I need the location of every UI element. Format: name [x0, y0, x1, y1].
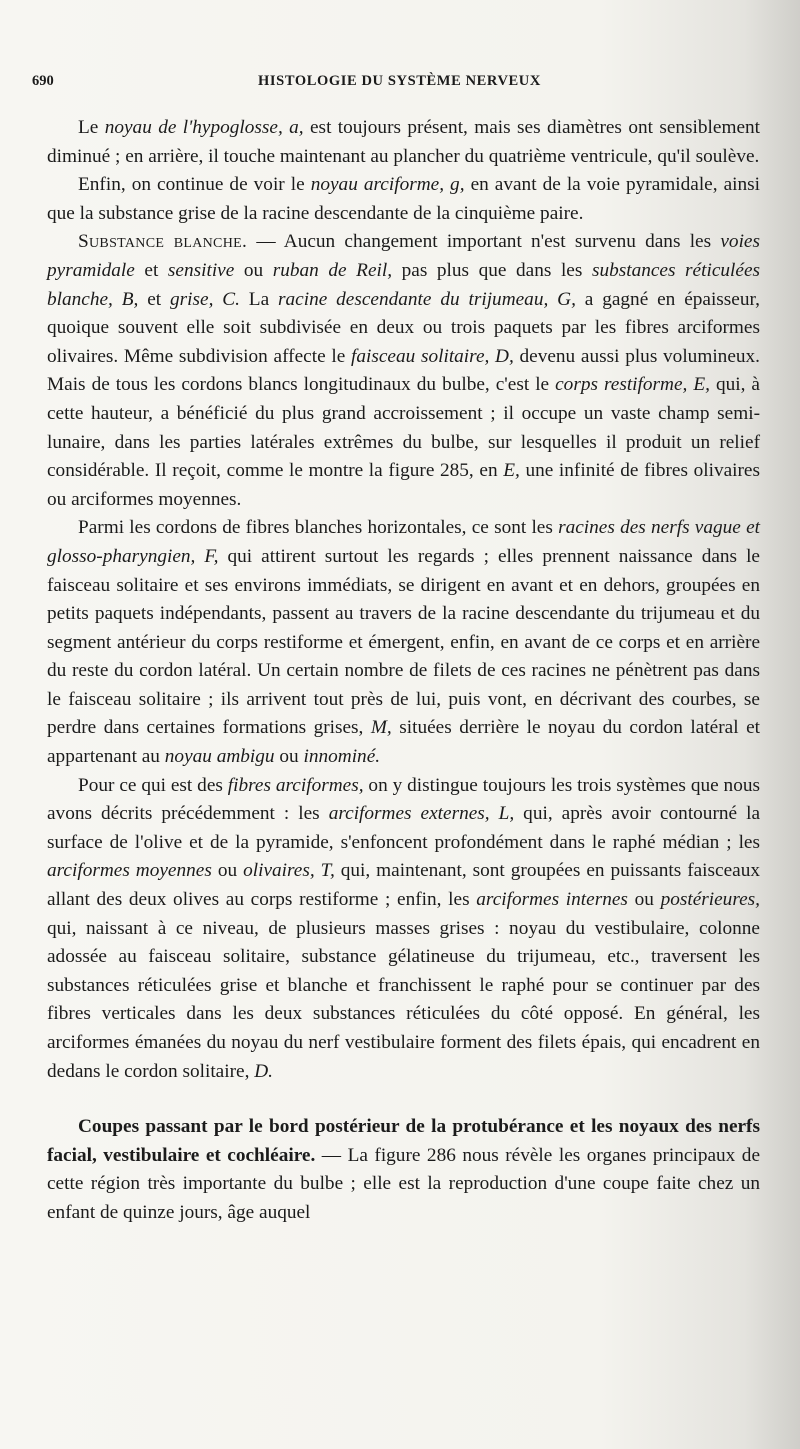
- text-run: on y distingue toujours les trois systèmes que nous avons décrits précédemment : les: [47, 774, 760, 825]
- text-run: en avant de la voie pyramidale, ainsi que la substance grise de la racine descendante de la cinquième paire.: [47, 174, 761, 224]
- italic-term: racines des nerfs vague et glosso-pharyngien, F,: [47, 517, 760, 567]
- italic-term: arciformes moyennes: [47, 860, 212, 882]
- italic-term: noyau de l'hypoglosse, a,: [104, 117, 304, 138]
- text-run: qui, maintenant, sont groupées en puissants faisceaux allant des deux olives au corps restiforme ; enfin, les: [47, 860, 760, 911]
- text-run: Pour ce qui est des: [78, 774, 228, 796]
- text-run: — Aucun changement important n'est survenu dans les: [247, 231, 721, 253]
- italic-term: D.: [254, 1060, 273, 1082]
- italic-term: arciformes externes, L,: [328, 803, 515, 825]
- text-run: ou: [211, 860, 244, 882]
- section-heading: Coupes passant par le bord postérieur de la protubérance et les noyaux des nerfs facial, vestibulaire et cochléaire.: [47, 1116, 760, 1166]
- paragraph-3: [47, 228, 760, 514]
- italic-term: noyau arciforme, g,: [310, 174, 465, 196]
- text-run: devenu aussi plus volumineux. Mais de tous les cordons blancs longitudinaux du bulbe, c'est le: [47, 345, 760, 396]
- paragraph-6: [47, 1113, 760, 1227]
- body-text: [47, 114, 760, 1228]
- italic-term: ruban de Reil,: [272, 259, 393, 281]
- text-run: qui, après avoir contourné la surface de l'olive et de la pyramide, s'enfoncent profondément dans le raphé médian ; les: [47, 803, 760, 853]
- italic-term: fibres arciformes,: [227, 774, 364, 796]
- text-run: a gagné en épaisseur, quoique souvent elle soit subdivisée en deux ou trois paquets par les fibres arciformes olivaires. Même subdivision affecte le: [47, 288, 760, 367]
- italic-term: postérieures,: [660, 889, 760, 911]
- text-run: situées derrière le noyau du cordon latéral et appartenant au: [47, 717, 760, 768]
- subsection-label: Substance blanche.: [78, 231, 248, 253]
- italic-term: M,: [370, 717, 392, 739]
- text-run: Parmi les cordons de fibres blanches horizontales, ce sont les: [78, 517, 559, 539]
- text-run: et: [138, 288, 170, 310]
- italic-term: grise, C.: [170, 288, 240, 310]
- page-header: [32, 73, 767, 95]
- text-run: et: [134, 259, 168, 281]
- italic-term: faisceau solitaire, D,: [350, 345, 514, 367]
- italic-term: sensitive: [167, 259, 235, 281]
- text-run: une infinité de fibres olivaires ou arciformes moyennes.: [47, 460, 760, 510]
- text-run: pas plus que dans les: [392, 259, 592, 281]
- text-run: qui attirent surtout les regards ; elles prennent naissance dans le faisceau solitaire et ses environs immédiats, se dirigent en avant et en dehors, groupées en petits paquets indépendants, passent au travers de la racine descendante du trijumeau et du segment antérieur du corps restiforme et émergent, enfin, en avant de ce corps et en arrière du reste du cordon latéral. Un certain nombre de filets de ces racines ne pénètrent pas dans le faisceau solitaire ; ils arrivent tout près de lui, puis vont, en décrivant des courbes, se perdre dans certaines formations grises,: [47, 545, 760, 739]
- running-title: HISTOLOGIE DU SYSTÈME NERVEUX: [258, 73, 541, 89]
- text-run: qui, à cette hauteur, a bénéficié du plus grand accroissement ; il occupe un vaste champ semi-lunaire, dans les parties latérales extrêmes du bulbe, sur lesquelles il produit un relief considérable. Il reçoit, comme le montre la figure 285, en: [47, 374, 760, 482]
- text-run: ou: [234, 259, 273, 281]
- paragraph-5: [47, 772, 760, 1087]
- paragraph-4: [47, 514, 760, 771]
- paragraph-1: [47, 114, 760, 171]
- text-run: La: [239, 288, 279, 310]
- text-run: Enfin, on continue de voir le: [78, 174, 311, 196]
- text-run: — La figure 286 nous révèle les organes principaux de cette région très importante du bulbe ; elle est la reproduction d'une coupe faite chez un enfant de quinze jours, âge auquel: [47, 1144, 761, 1223]
- text-run: Le: [78, 117, 105, 138]
- italic-term: E,: [503, 460, 520, 482]
- italic-term: racine descendante du trijumeau, G,: [278, 288, 576, 310]
- italic-term: corps restiforme, E,: [555, 374, 710, 396]
- page-number: 690: [32, 73, 54, 89]
- italic-term: olivaires, T,: [243, 860, 335, 882]
- paragraph-2: [47, 171, 760, 228]
- italic-term: voies pyramidale: [47, 231, 760, 281]
- text-run: ou: [627, 889, 661, 911]
- italic-term: innominé.: [303, 746, 381, 768]
- text-run: ou: [274, 746, 304, 768]
- text-run: est toujours présent, mais ses diamètres ont sensiblement diminué ; en arrière, il touche maintenant au plancher du quatrième ventricule, qu'il soulève.: [47, 117, 761, 167]
- italic-term: substances réticulées blanche, B,: [47, 259, 761, 310]
- italic-term: arciformes internes: [476, 889, 628, 911]
- text-run: qui, naissant à ce niveau, de plusieurs masses grises : noyau du vestibulaire, colonne adossée au faisceau solitaire, substance gélatineuse du trijumeau, etc., traversent les substances réticulées grise et blanche et franchissent le raphé pour se continuer par des fibres verticales dans les deux substances réticulées du côté opposé. En général, les arciformes émanées du noyau du nerf vestibulaire forment des filets épais, qui encadrent en dedans le cordon solitaire,: [47, 917, 760, 1082]
- italic-term: noyau ambigu: [164, 746, 275, 768]
